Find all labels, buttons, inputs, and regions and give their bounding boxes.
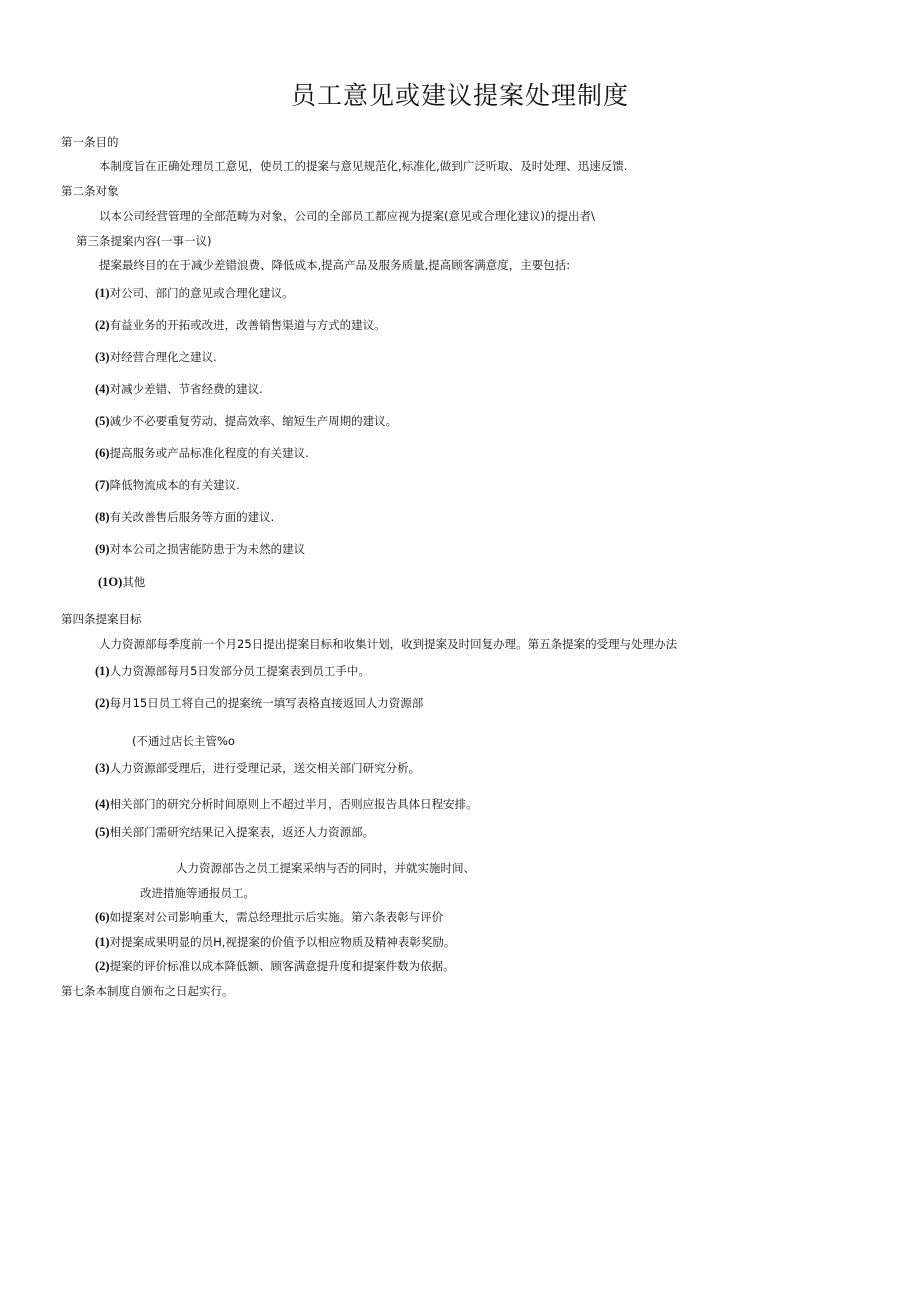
list-item: (2)有益业务的开拓或改进，改善销售渠道与方式的建议。 <box>95 318 386 332</box>
article-4-body: 人力资源部每季度前一个月25日提出提案目标和收集计划，收到提案及时回复办理。第五条提案的受理与处理办法 <box>99 637 678 651</box>
list-item: (5)减少不必要重复劳动、提高效率、缩短生产周期的建议。 <box>95 414 398 428</box>
list-item: (3)对经营合理化之建议. <box>95 350 217 364</box>
list-item: (1O)其他 <box>98 575 146 589</box>
list-item-note: (不通过店长主管%o <box>132 734 235 748</box>
article-2-body: 以本公司经营管理的全部范畴为对象，公司的全部员工都应视为提案(意见或合理化建议)的提出者\ <box>99 209 595 223</box>
list-item: (8)有关改善售后服务等方面的建议. <box>95 510 275 524</box>
list-item: (5)相关部门需研究结果记入提案表，返还人力资源部。 <box>95 825 375 839</box>
list-item-note: 改进措施等通报员工。 <box>140 886 255 900</box>
list-item: (4)对减少差错、节省经费的建议. <box>95 382 263 396</box>
article-3-body: 提案最终目的在于减少差错浪费、降低成本,提高产品及服务质量,提高顾客满意度，主要包括: <box>99 258 571 272</box>
list-item: (2)提案的评价标准以成本降低额、顾客满意提升度和提案件数为依据。 <box>95 959 455 973</box>
list-item: (1)对提案成果明显的员H,视提案的价值予以相应物质及精神表彰奖励。 <box>95 935 456 949</box>
article-7-heading: 第七条本制度自颁布之日起实行。 <box>61 984 234 998</box>
list-item: (1)人力资源部每月5日发部分员工提案表到员工手中。 <box>95 664 370 678</box>
article-1-heading: 第一条目的 <box>61 135 119 149</box>
list-item: (6)提高服务或产品标准化程度的有关建议. <box>95 446 309 460</box>
list-item: (9)对本公司之损害能防患于为未然的建议 <box>95 542 306 556</box>
list-item: (1)对公司、部门的意见或合理化建议。 <box>95 286 294 300</box>
list-item: (4)相关部门的研究分析时间原则上不超过半月，否则应报告具体日程安排。 <box>95 797 478 811</box>
list-item: (7)降低物流成本的有关建议. <box>95 478 240 492</box>
list-item: (3)人力资源部受理后，进行受理记录，送交相关部门研究分析。 <box>95 761 421 775</box>
article-4-heading: 第四条提案目标 <box>61 612 142 626</box>
article-3-heading: 第三条提案内容(一事一议) <box>76 234 212 248</box>
list-item: (2)每月15日员工将自己的提案统一填写表格直接返回人力资源部 <box>95 696 424 710</box>
article-1-body: 本制度旨在正确处理员工意见，使员工的提案与意见规范化,标准化,做到广泛听取、及时处理、迅速反馈. <box>99 159 628 173</box>
list-item-note: 人力资源部告之员工提案采纳与否的同时，并就实施时间、 <box>176 861 475 875</box>
document-title: 员工意见或建议提案处理制度 <box>290 81 629 110</box>
list-item: (6)如提案对公司影响重大，需总经理批示后实施。第六条表彰与评价 <box>95 910 444 924</box>
article-2-heading: 第二条对象 <box>61 184 119 198</box>
